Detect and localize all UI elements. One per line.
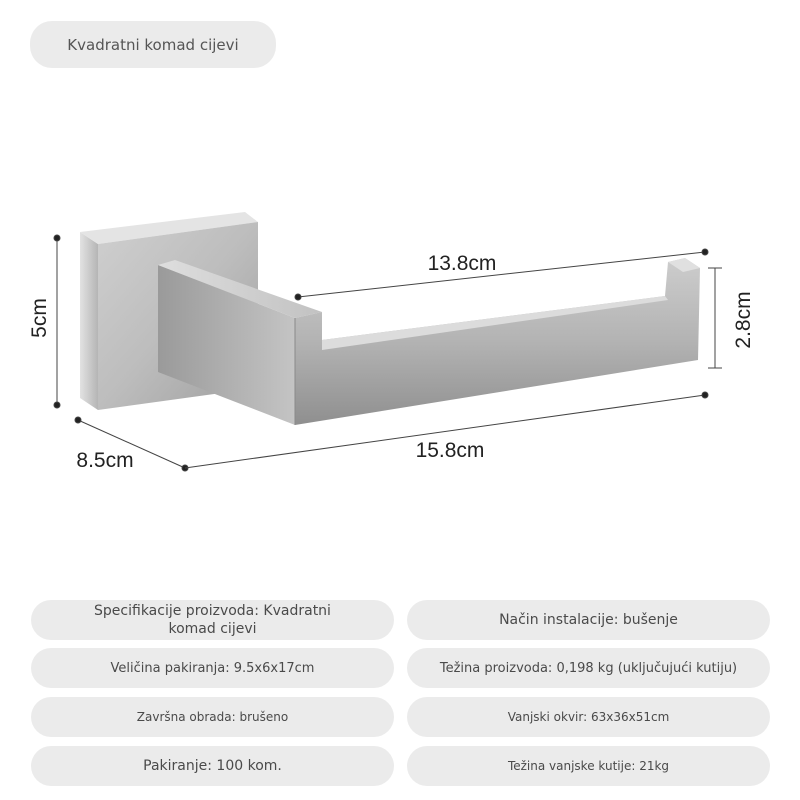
dim-lip-height-label: 2.8cm <box>732 291 755 349</box>
spec-weight-text: Težina proizvoda: 0,198 kg (uključujući kutiju) <box>439 660 738 676</box>
holder-arm <box>158 258 700 425</box>
spec-weight <box>407 648 770 688</box>
page-title: Kvadratni komad cijevi <box>67 35 239 54</box>
spec-product <box>31 600 394 640</box>
spec-finish-text: Završna obrada: brušeno <box>136 710 289 724</box>
spec-outer-weight-text: Težina vanjske kutije: 21kg <box>507 759 670 773</box>
dim-inner-length-label: 13.8cm <box>427 252 497 275</box>
spec-outer-box <box>407 697 770 737</box>
spec-package-size-text: Veličina pakiranja: 9.5x6x17cm <box>110 660 315 676</box>
dim-depth-label: 8.5cm <box>76 449 134 472</box>
spec-product-text: Specifikacije proizvoda: Kvadratni komad cijevi <box>94 603 331 637</box>
spec-outer-box-text: Vanjski okvir: 63x36x51cm <box>507 710 670 724</box>
spec-installation-text: Način instalacije: bušenje <box>499 612 678 628</box>
spec-packing-text: Pakiranje: 100 kom. <box>143 758 282 774</box>
spec-packing <box>31 746 394 786</box>
spec-package-size <box>31 648 394 688</box>
spec-outer-weight <box>407 746 770 786</box>
dim-height-label: 5cm <box>28 298 51 338</box>
spec-installation <box>407 600 770 640</box>
dim-total-length-label: 15.8cm <box>415 439 485 462</box>
spec-finish <box>31 697 394 737</box>
